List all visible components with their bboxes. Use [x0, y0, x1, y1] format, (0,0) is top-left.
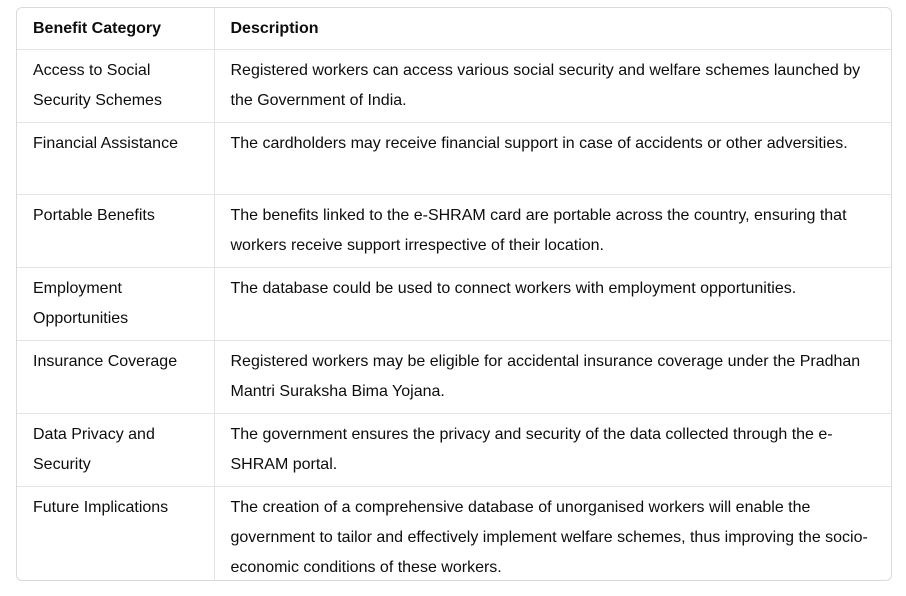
- table-row: [17, 413, 891, 486]
- category-cell: Portable Benefits: [17, 194, 214, 267]
- table-body: [17, 49, 891, 581]
- header-description: Description: [230, 20, 319, 37]
- benefits-table-container: [16, 7, 892, 581]
- description-cell: The benefits linked to the e-SHRAM card are portable across the country, ensuring that workers receive support irrespective of their location.: [214, 194, 891, 267]
- description-cell: The creation of a comprehensive database of unorganised workers will enable the government to tailor and effectively implement welfare schemes, thus improving the socio-economic conditions of these workers.: [214, 486, 891, 581]
- category-cell: Employment Opportunities: [17, 267, 214, 340]
- category-cell: Access to Social Security Schemes: [17, 49, 214, 122]
- table-row: [17, 122, 891, 194]
- category-cell: Data Privacy and Security: [17, 413, 214, 486]
- header-benefit-category: Benefit Category: [17, 8, 214, 49]
- table-row: [17, 486, 891, 581]
- table-header: [17, 8, 891, 49]
- description-cell: The cardholders may receive financial support in case of accidents or other adversities.: [214, 122, 891, 194]
- table-row: [17, 49, 891, 122]
- table-row: [17, 267, 891, 340]
- description-cell: The database could be used to connect workers with employment opportunities.: [214, 267, 891, 340]
- description-cell: Registered workers can access various social security and welfare schemes launched by the Government of India.: [214, 49, 891, 122]
- table-row: [17, 340, 891, 413]
- header-row: [17, 8, 891, 49]
- category-cell: Future Implications: [17, 486, 214, 581]
- description-cell: Registered workers may be eligible for accidental insurance coverage under the Pradhan Mantri Suraksha Bima Yojana.: [214, 340, 891, 413]
- benefits-table: [17, 8, 891, 581]
- description-cell: The government ensures the privacy and security of the data collected through the e-SHRAM portal.: [214, 413, 891, 486]
- table-row: [17, 194, 891, 267]
- category-cell: Insurance Coverage: [17, 340, 214, 413]
- category-cell: Financial Assistance: [17, 122, 214, 194]
